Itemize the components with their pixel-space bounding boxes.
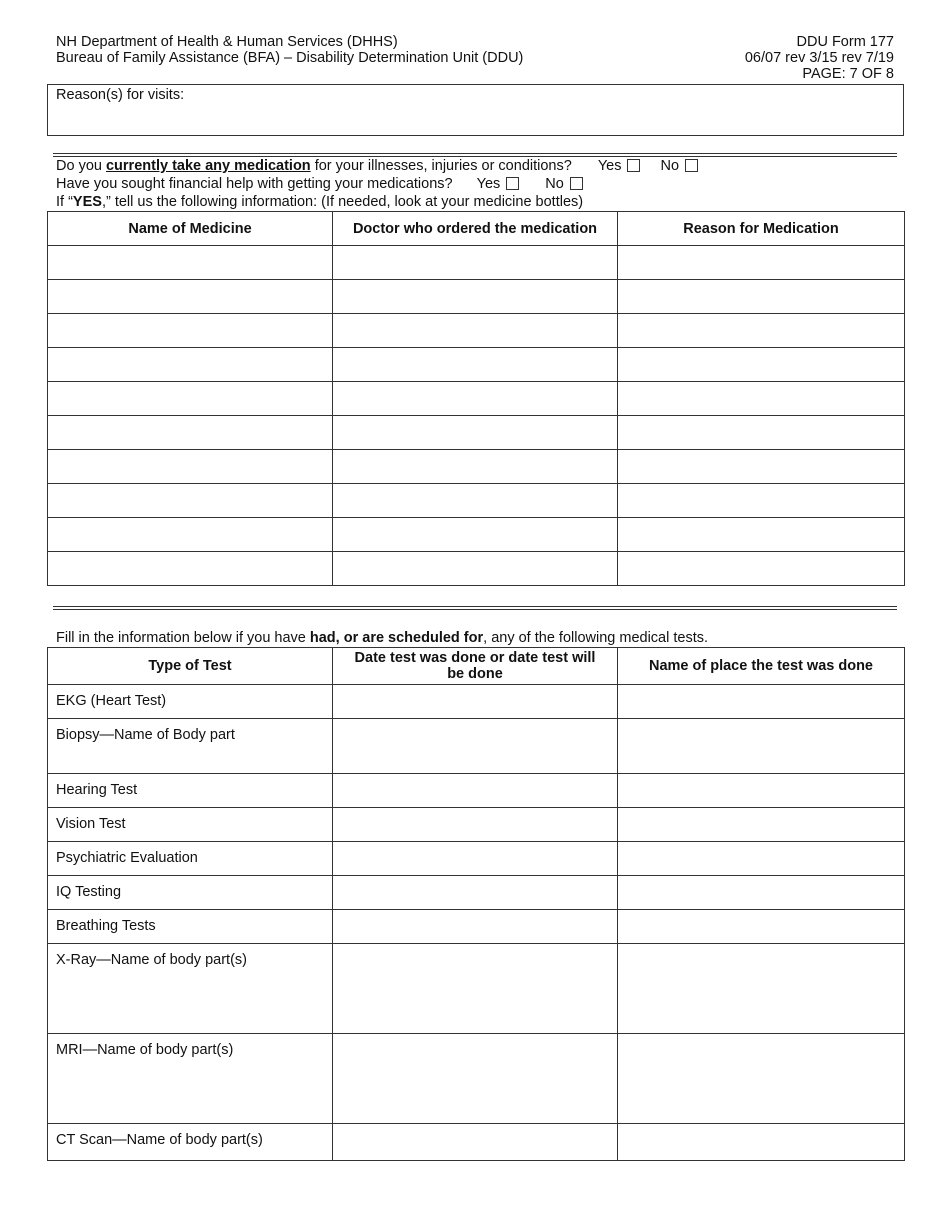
medication-instructions <box>56 193 583 211</box>
test-place-cell[interactable] <box>618 1034 905 1124</box>
test-row <box>48 910 905 944</box>
medicine-name-cell[interactable] <box>48 382 333 416</box>
test-place-cell[interactable] <box>618 808 905 842</box>
test-place-cell[interactable] <box>618 774 905 808</box>
test-date-cell[interactable] <box>333 685 618 719</box>
test-row <box>48 719 905 774</box>
medication-row <box>48 314 905 348</box>
doctor-cell[interactable] <box>333 314 618 348</box>
test-type-label: X-Ray—Name of body part(s) <box>48 944 333 1034</box>
test-place-cell[interactable] <box>618 1124 905 1161</box>
test-place-cell[interactable] <box>618 876 905 910</box>
instr-prefix: If “ <box>56 194 73 210</box>
q1-emphasis: currently take any medication <box>105 158 311 174</box>
q1-yes-option[interactable] <box>598 157 641 175</box>
medication-row <box>48 280 905 314</box>
doctor-cell[interactable] <box>333 450 618 484</box>
agency-line-2: Bureau of Family Assistance (BFA) – Disability Determination Unit (DDU) <box>56 50 524 66</box>
test-type-label: Vision Test <box>48 808 333 842</box>
reason-cell[interactable] <box>618 382 905 416</box>
col-place-of-test: Name of place the test was done <box>618 648 905 685</box>
q2-yes-checkbox[interactable] <box>506 177 519 190</box>
q1-yes-label: Yes <box>597 158 622 174</box>
doctor-cell[interactable] <box>333 552 618 586</box>
page-number: PAGE: 7 OF 8 <box>802 66 894 82</box>
doctor-cell[interactable] <box>333 484 618 518</box>
col-reason: Reason for Medication <box>618 212 905 246</box>
instr-suffix: ,” tell us the following information: (If needed, look at your medicine bottles) <box>101 194 584 210</box>
test-type-label: IQ Testing <box>48 876 333 910</box>
q2-no-option[interactable] <box>545 175 583 193</box>
medicine-name-cell[interactable] <box>48 518 333 552</box>
doctor-cell[interactable] <box>333 382 618 416</box>
test-row <box>48 1124 905 1161</box>
test-row <box>48 842 905 876</box>
test-date-cell[interactable] <box>333 1124 618 1161</box>
col-name-of-medicine: Name of Medicine <box>48 212 333 246</box>
doctor-cell[interactable] <box>333 416 618 450</box>
test-row <box>48 808 905 842</box>
test-date-cell[interactable] <box>333 910 618 944</box>
q1-no-option[interactable] <box>661 157 699 175</box>
medication-question-1 <box>56 157 698 175</box>
test-type-label: Biopsy—Name of Body part <box>48 719 333 774</box>
agency-header <box>56 34 523 66</box>
test-type-label: Hearing Test <box>48 774 333 808</box>
medication-question-2 <box>56 175 583 193</box>
col-doctor: Doctor who ordered the medication <box>333 212 618 246</box>
test-date-cell[interactable] <box>333 719 618 774</box>
test-type-label: Psychiatric Evaluation <box>48 842 333 876</box>
medication-row <box>48 518 905 552</box>
q2-no-checkbox[interactable] <box>570 177 583 190</box>
medication-row <box>48 552 905 586</box>
col-type-of-test: Type of Test <box>48 648 333 685</box>
q1-prefix: Do you <box>56 158 106 174</box>
doctor-cell[interactable] <box>333 280 618 314</box>
tests-table-header <box>48 648 905 685</box>
reason-cell[interactable] <box>618 416 905 450</box>
reason-cell[interactable] <box>618 450 905 484</box>
medicine-name-cell[interactable] <box>48 450 333 484</box>
q1-suffix: for your illnesses, injuries or conditions? <box>310 158 572 174</box>
form-id: DDU Form 177 <box>796 34 894 50</box>
medicine-name-cell[interactable] <box>48 280 333 314</box>
section-divider-2 <box>53 606 897 610</box>
q2-yes-label: Yes <box>476 176 501 192</box>
test-date-cell[interactable] <box>333 876 618 910</box>
medical-tests-table <box>47 647 905 1161</box>
col-date-of-test: Date test was done or date test will be done <box>333 648 618 685</box>
reason-cell[interactable] <box>618 518 905 552</box>
tests-intro-prefix: Fill in the information below if you have <box>56 630 310 646</box>
q1-no-label: No <box>660 158 680 174</box>
reason-for-visits-field[interactable] <box>47 84 904 136</box>
test-row <box>48 685 905 719</box>
test-type-label: EKG (Heart Test) <box>48 685 333 719</box>
tests-instructions <box>56 629 708 647</box>
doctor-cell[interactable] <box>333 246 618 280</box>
medicine-name-cell[interactable] <box>48 314 333 348</box>
reason-cell[interactable] <box>618 280 905 314</box>
test-type-label: MRI—Name of body part(s) <box>48 1034 333 1124</box>
medication-table <box>47 211 905 586</box>
instr-emphasis: YES <box>72 194 102 210</box>
q2-yes-option[interactable] <box>477 175 520 193</box>
reason-for-visits-label: Reason(s) for visits: <box>56 87 185 103</box>
medicine-name-cell[interactable] <box>48 348 333 382</box>
medication-row <box>48 416 905 450</box>
test-place-cell[interactable] <box>618 685 905 719</box>
test-date-cell[interactable] <box>333 808 618 842</box>
agency-line-1: NH Department of Health & Human Services (DHHS) <box>56 34 398 50</box>
medication-row <box>48 450 905 484</box>
reason-cell[interactable] <box>618 246 905 280</box>
reason-cell[interactable] <box>618 552 905 586</box>
test-row <box>48 944 905 1034</box>
test-date-cell[interactable] <box>333 842 618 876</box>
form-info <box>745 34 894 82</box>
reason-cell[interactable] <box>618 314 905 348</box>
doctor-cell[interactable] <box>333 518 618 552</box>
doctor-cell[interactable] <box>333 348 618 382</box>
reason-cell[interactable] <box>618 348 905 382</box>
form-revision: 06/07 rev 3/15 rev 7/19 <box>744 50 894 66</box>
medicine-name-cell[interactable] <box>48 246 333 280</box>
test-row <box>48 774 905 808</box>
test-row <box>48 1034 905 1124</box>
medication-row <box>48 382 905 416</box>
medication-row <box>48 246 905 280</box>
test-place-cell[interactable] <box>618 944 905 1034</box>
tests-intro-suffix: , any of the following medical tests. <box>483 630 709 646</box>
q2-no-label: No <box>545 176 564 192</box>
test-place-cell[interactable] <box>618 719 905 774</box>
q2-text: Have you sought financial help with getting your medications? <box>56 176 453 192</box>
tests-intro-emphasis: had, or are scheduled for <box>309 630 484 646</box>
reason-cell[interactable] <box>618 484 905 518</box>
q1-no-checkbox[interactable] <box>685 159 698 172</box>
medication-table-header <box>48 212 905 246</box>
medicine-name-cell[interactable] <box>48 484 333 518</box>
test-type-label: Breathing Tests <box>48 910 333 944</box>
test-place-cell[interactable] <box>618 842 905 876</box>
medicine-name-cell[interactable] <box>48 416 333 450</box>
test-date-cell[interactable] <box>333 774 618 808</box>
medication-row <box>48 348 905 382</box>
test-type-label: CT Scan—Name of body part(s) <box>48 1124 333 1161</box>
medicine-name-cell[interactable] <box>48 552 333 586</box>
test-date-cell[interactable] <box>333 944 618 1034</box>
medication-row <box>48 484 905 518</box>
q1-yes-checkbox[interactable] <box>627 159 640 172</box>
test-date-cell[interactable] <box>333 1034 618 1124</box>
test-row <box>48 876 905 910</box>
test-place-cell[interactable] <box>618 910 905 944</box>
